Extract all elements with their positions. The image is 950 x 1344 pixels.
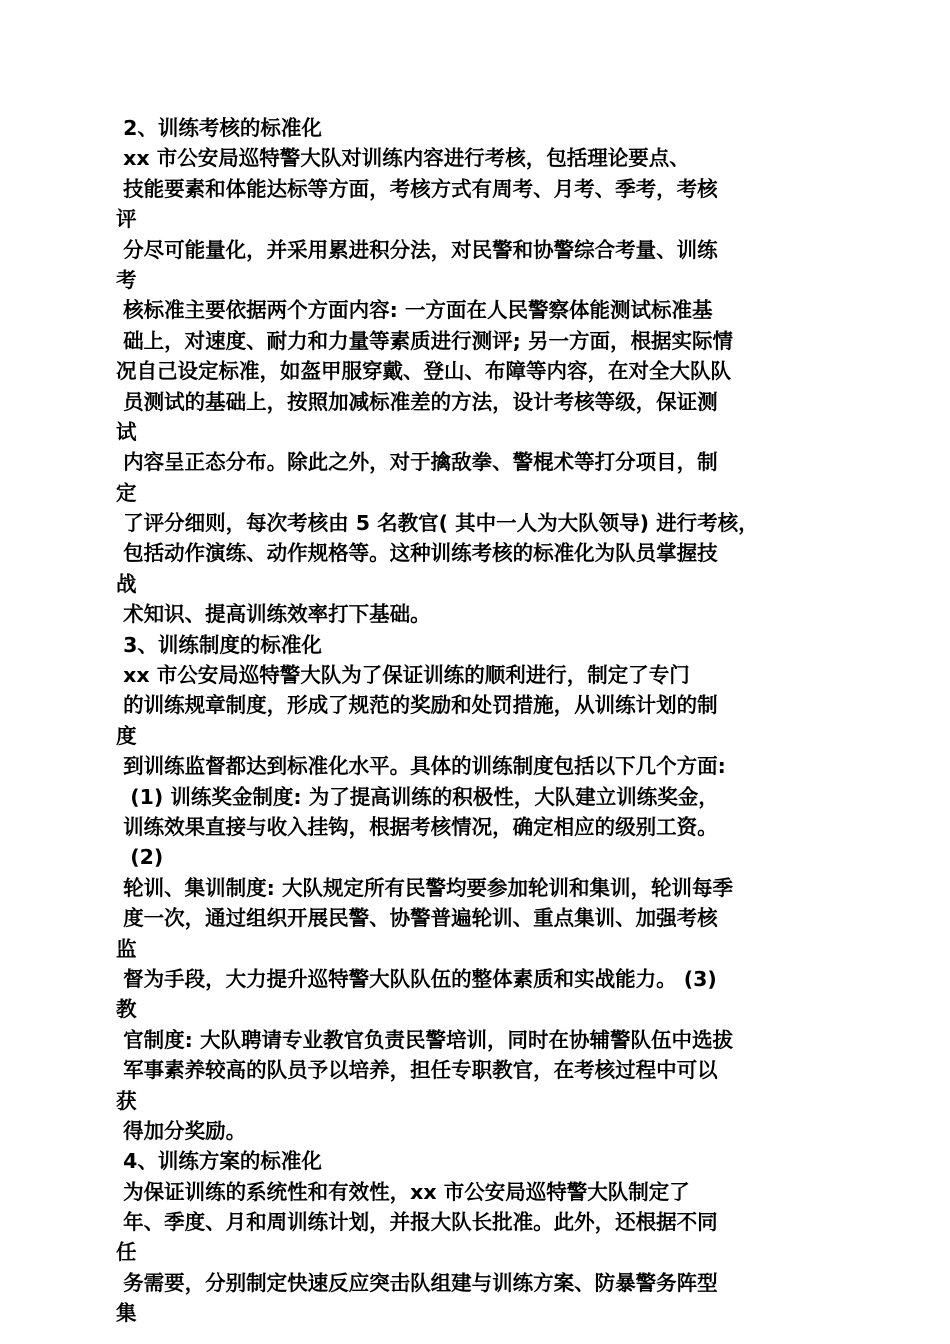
text-line: 2、训练考核的标准化 xyxy=(116,116,322,140)
text-line: 考 xyxy=(116,267,137,292)
text-line: 轮训、集训制度: 大队规定所有民警均要参加轮训和集训，轮训每季 xyxy=(116,875,733,900)
document-body xyxy=(116,113,840,1329)
text-line: 到训练监督都达到标准化水平。具体的训练制度包括以下几个方面: xyxy=(116,754,726,779)
text-line: 内容呈正态分布。除此之外，对于擒敌拳、警棍术等打分项目，制 xyxy=(116,450,718,475)
text-line: 度一次，通过组织开展民警、协警普遍轮训、重点集训、加强考核 xyxy=(116,906,718,931)
text-line: 度 xyxy=(116,723,137,748)
text-line: 3、训练制度的标准化 xyxy=(116,632,322,657)
text-line: 了评分细则，每次考核由 5 名教官( 其中一人为大队领导) 进行考核， xyxy=(116,511,759,536)
text-line: 分尽可能量化，并采用累进积分法，对民警和协警综合考量、训练 xyxy=(116,237,718,262)
text-line: 得加分奖励。 xyxy=(116,1118,247,1143)
text-line: 4、训练方案的标准化 xyxy=(116,1149,322,1174)
text-line: 础上，对速度、耐力和力量等素质进行测评; 另一方面，根据实际情 xyxy=(116,328,733,353)
text-line: 任 xyxy=(116,1240,137,1265)
text-line: 年、季度、月和周训练计划，并报大队长批准。此外，还根据不同 xyxy=(116,1210,718,1235)
text-line: 包括动作演练、动作规格等。这种训练考核的标准化为队员掌握技 xyxy=(116,541,718,566)
text-line: 评 xyxy=(116,207,137,232)
text-line: 教 xyxy=(116,997,137,1022)
text-line: 的训练规章制度，形成了规范的奖励和处罚措施，从训练计划的制 xyxy=(116,693,718,718)
text-line: 术知识、提高训练效率打下基础。 xyxy=(116,602,431,627)
text-line: 监 xyxy=(116,936,137,961)
text-line: 训练效果直接与收入挂钩，根据考核情况，确定相应的级别工资。 xyxy=(116,814,718,839)
text-line: xx 市公安局巡特警大队对训练内容进行考核，包括理论要点、 xyxy=(116,146,690,171)
text-line: 务需要，分别制定快速反应突击队组建与训练方案、防暴警务阵型 xyxy=(116,1270,718,1295)
text-line: 技能要素和体能达标等方面，考核方式有周考、月考、季考，考核 xyxy=(116,176,718,201)
text-line: 督为手段，大力提升巡特警大队队伍的整体素质和实战能力。 (3) xyxy=(116,966,717,991)
text-line: 军事素养较高的队员予以培养，担任专职教官，在考核过程中可以 xyxy=(116,1058,718,1083)
text-line: 员测试的基础上，按照加减标准差的方法，设计考核等级，保证测 xyxy=(116,389,718,414)
text-line: (2) xyxy=(116,845,164,870)
text-line: (1) 训练奖金制度: 为了提高训练的积极性，大队建立训练奖金， xyxy=(116,784,719,809)
text-line: 定 xyxy=(116,480,137,505)
text-line: 官制度: 大队聘请专业教官负责民警培训，同时在协辅警队伍中选拔 xyxy=(116,1027,733,1052)
text-line: 况自己设定标准，如盔甲服穿戴、登山、布障等内容，在对全大队队 xyxy=(116,359,731,384)
text-line: 为保证训练的系统性和有效性，xx 市公安局巡特警大队制定了 xyxy=(116,1179,690,1204)
text-line: 集 xyxy=(116,1301,137,1326)
text-line: 战 xyxy=(116,571,137,596)
text-line: 获 xyxy=(116,1088,137,1113)
text-line: 试 xyxy=(116,419,137,444)
text-line: 核标准主要依据两个方面内容: 一方面在人民警察体能测试标准基 xyxy=(116,298,713,323)
text-line: xx 市公安局巡特警大队为了保证训练的顺利进行，制定了专门 xyxy=(116,663,690,688)
